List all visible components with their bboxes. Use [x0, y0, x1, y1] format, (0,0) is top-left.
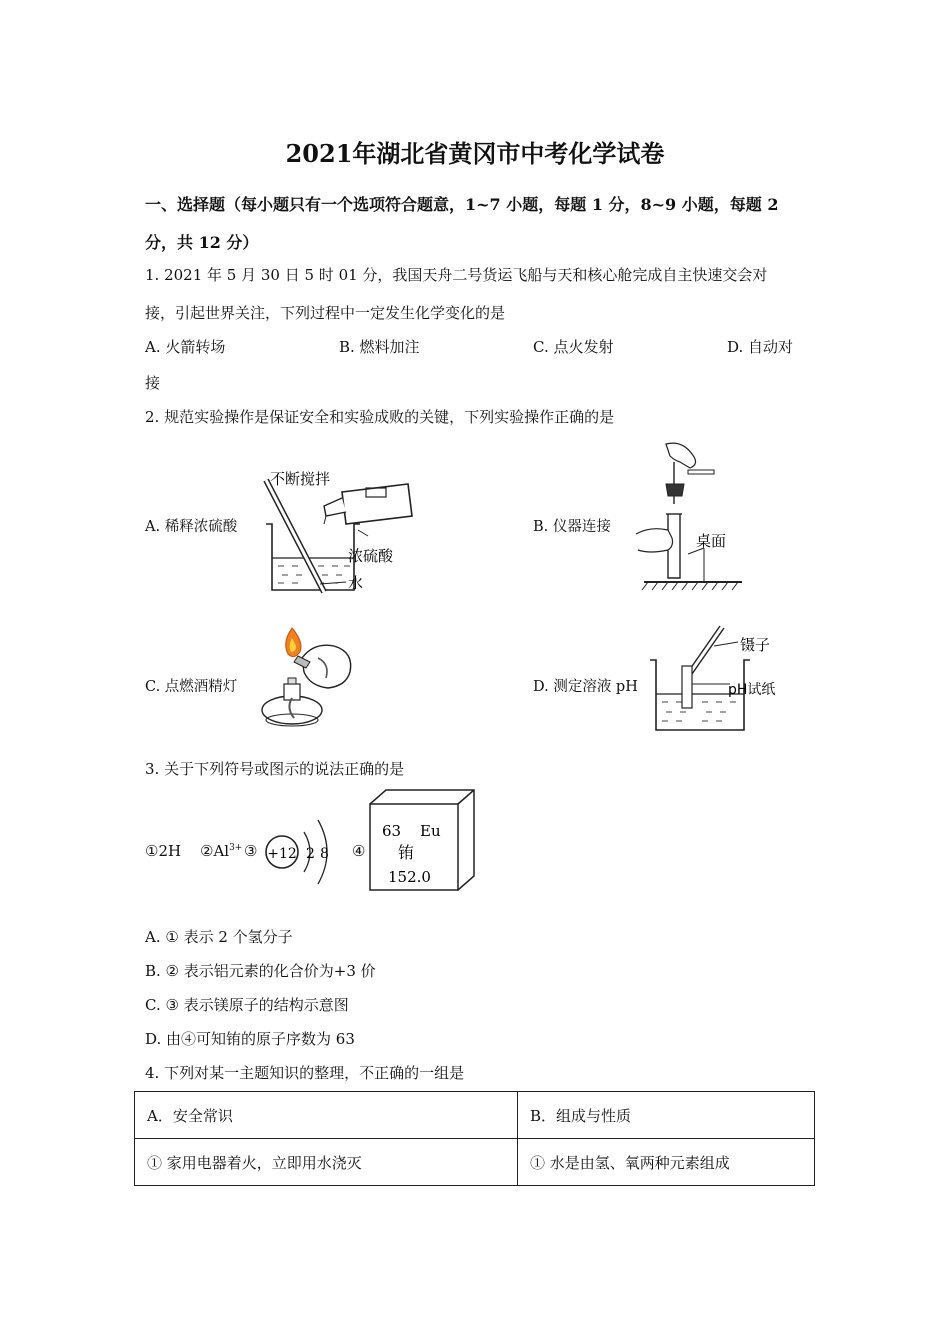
second-lamp-icon	[294, 645, 351, 688]
atom-structure-diagram	[262, 808, 358, 898]
label-ph-paper: pH试纸	[728, 682, 776, 698]
figure-connect-apparatus	[630, 442, 750, 602]
element-symbol: Eu	[420, 822, 441, 840]
element-card	[368, 788, 478, 894]
q3-option-b: B. ② 表示铝元素的化合价为+3 价	[145, 962, 376, 980]
hand-icon	[666, 443, 714, 484]
figure-measure-ph	[648, 620, 798, 738]
q3-option-d: D. 由④可知铕的原子序数为 63	[145, 1030, 355, 1048]
beaker-icon	[266, 524, 360, 590]
section-heading-line1: 一、选择题（每小题只有一个选项符合题意，1~7 小题，每题 1 分，8~9 小题，每题 2	[145, 195, 779, 214]
q3-symbol-2-charge: 3+	[229, 843, 243, 853]
element-name: 铕	[398, 843, 415, 862]
shell-1-electrons: 2	[306, 846, 315, 862]
hand-holding-icon	[636, 529, 673, 552]
table-row	[135, 1139, 815, 1186]
q3-stem: 3. 关于下列符号或图示的说法正确的是	[145, 760, 405, 778]
figure-dilute-acid	[258, 462, 418, 602]
q3-symbol-4: ④	[352, 842, 366, 860]
ph-paper-icon	[682, 666, 692, 708]
q1-stem-line2: 接，引起世界关注，下列过程中一定发生化学变化的是	[145, 304, 506, 322]
section-heading-line2: 分，共 12 分）	[145, 233, 259, 252]
alcohol-lamp-icon	[262, 678, 322, 726]
q1-option-d-tail: 接	[145, 374, 161, 392]
table-cell: ① 水是由氢、氧两种元素组成	[518, 1139, 815, 1186]
q3-option-a: A. ① 表示 2 个氢分子	[145, 928, 293, 946]
flame-icon	[286, 628, 301, 657]
q3-symbol-1: ①2H	[145, 842, 182, 860]
label-desk: 桌面	[696, 532, 727, 550]
q1-option-a: A. 火箭转场	[145, 338, 226, 356]
q3-option-c: C. ③ 表示镁原子的结构示意图	[145, 996, 349, 1014]
q1-option-c: C. 点火发射	[533, 338, 614, 356]
reagent-bottle-icon	[324, 484, 412, 524]
label-stir: 不断搅拌	[270, 470, 331, 488]
knowledge-table	[134, 1091, 815, 1186]
q4-stem: 4. 下列对某一主题知识的整理，不正确的一组是	[145, 1064, 465, 1082]
q3-symbol-2	[200, 842, 242, 860]
q3-symbol-3: ③	[244, 842, 258, 860]
rubber-stopper-icon	[666, 484, 684, 504]
figure-light-alcohol-lamp	[254, 622, 364, 734]
label-conc-acid: 浓硫酸	[348, 547, 394, 565]
q2-option-b-label: B. 仪器连接	[533, 519, 611, 535]
q2-option-d-label: D. 测定溶液 pH	[533, 679, 638, 695]
table-cell: A．安全常识	[135, 1092, 518, 1139]
q1-option-d: D. 自动对	[727, 338, 794, 356]
atomic-number: 63	[382, 822, 402, 840]
nucleus-charge: +12	[267, 846, 297, 862]
q1-stem-line1: 1. 2021 年 5 月 30 日 5 时 01 分，我国天舟二号货运飞船与天和核心舱完成自主快速交会对	[145, 266, 768, 284]
q2-option-a-label: A. 稀释浓硫酸	[145, 519, 238, 535]
q1-option-b: B. 燃料加注	[339, 338, 420, 356]
table-row	[135, 1092, 815, 1139]
glass-rod-icon	[266, 480, 324, 592]
shell-2-electrons: 8	[320, 846, 329, 862]
table-cell: B．组成与性质	[518, 1092, 815, 1139]
q3-symbol-2-text: ②Al	[200, 842, 230, 860]
table-cell: ① 家用电器着火，立即用水浇灭	[135, 1139, 518, 1186]
tweezers-icon	[688, 626, 724, 674]
page-title: 2021年湖北省黄冈市中考化学试卷	[285, 139, 665, 168]
atomic-mass: 152.0	[388, 868, 431, 886]
q2-stem: 2. 规范实验操作是保证安全和实验成败的关键，下列实验操作正确的是	[145, 408, 615, 426]
label-water: 水	[348, 574, 364, 592]
label-tweezers: 镊子	[740, 636, 771, 654]
q2-option-c-label: C. 点燃酒精灯	[145, 679, 238, 695]
